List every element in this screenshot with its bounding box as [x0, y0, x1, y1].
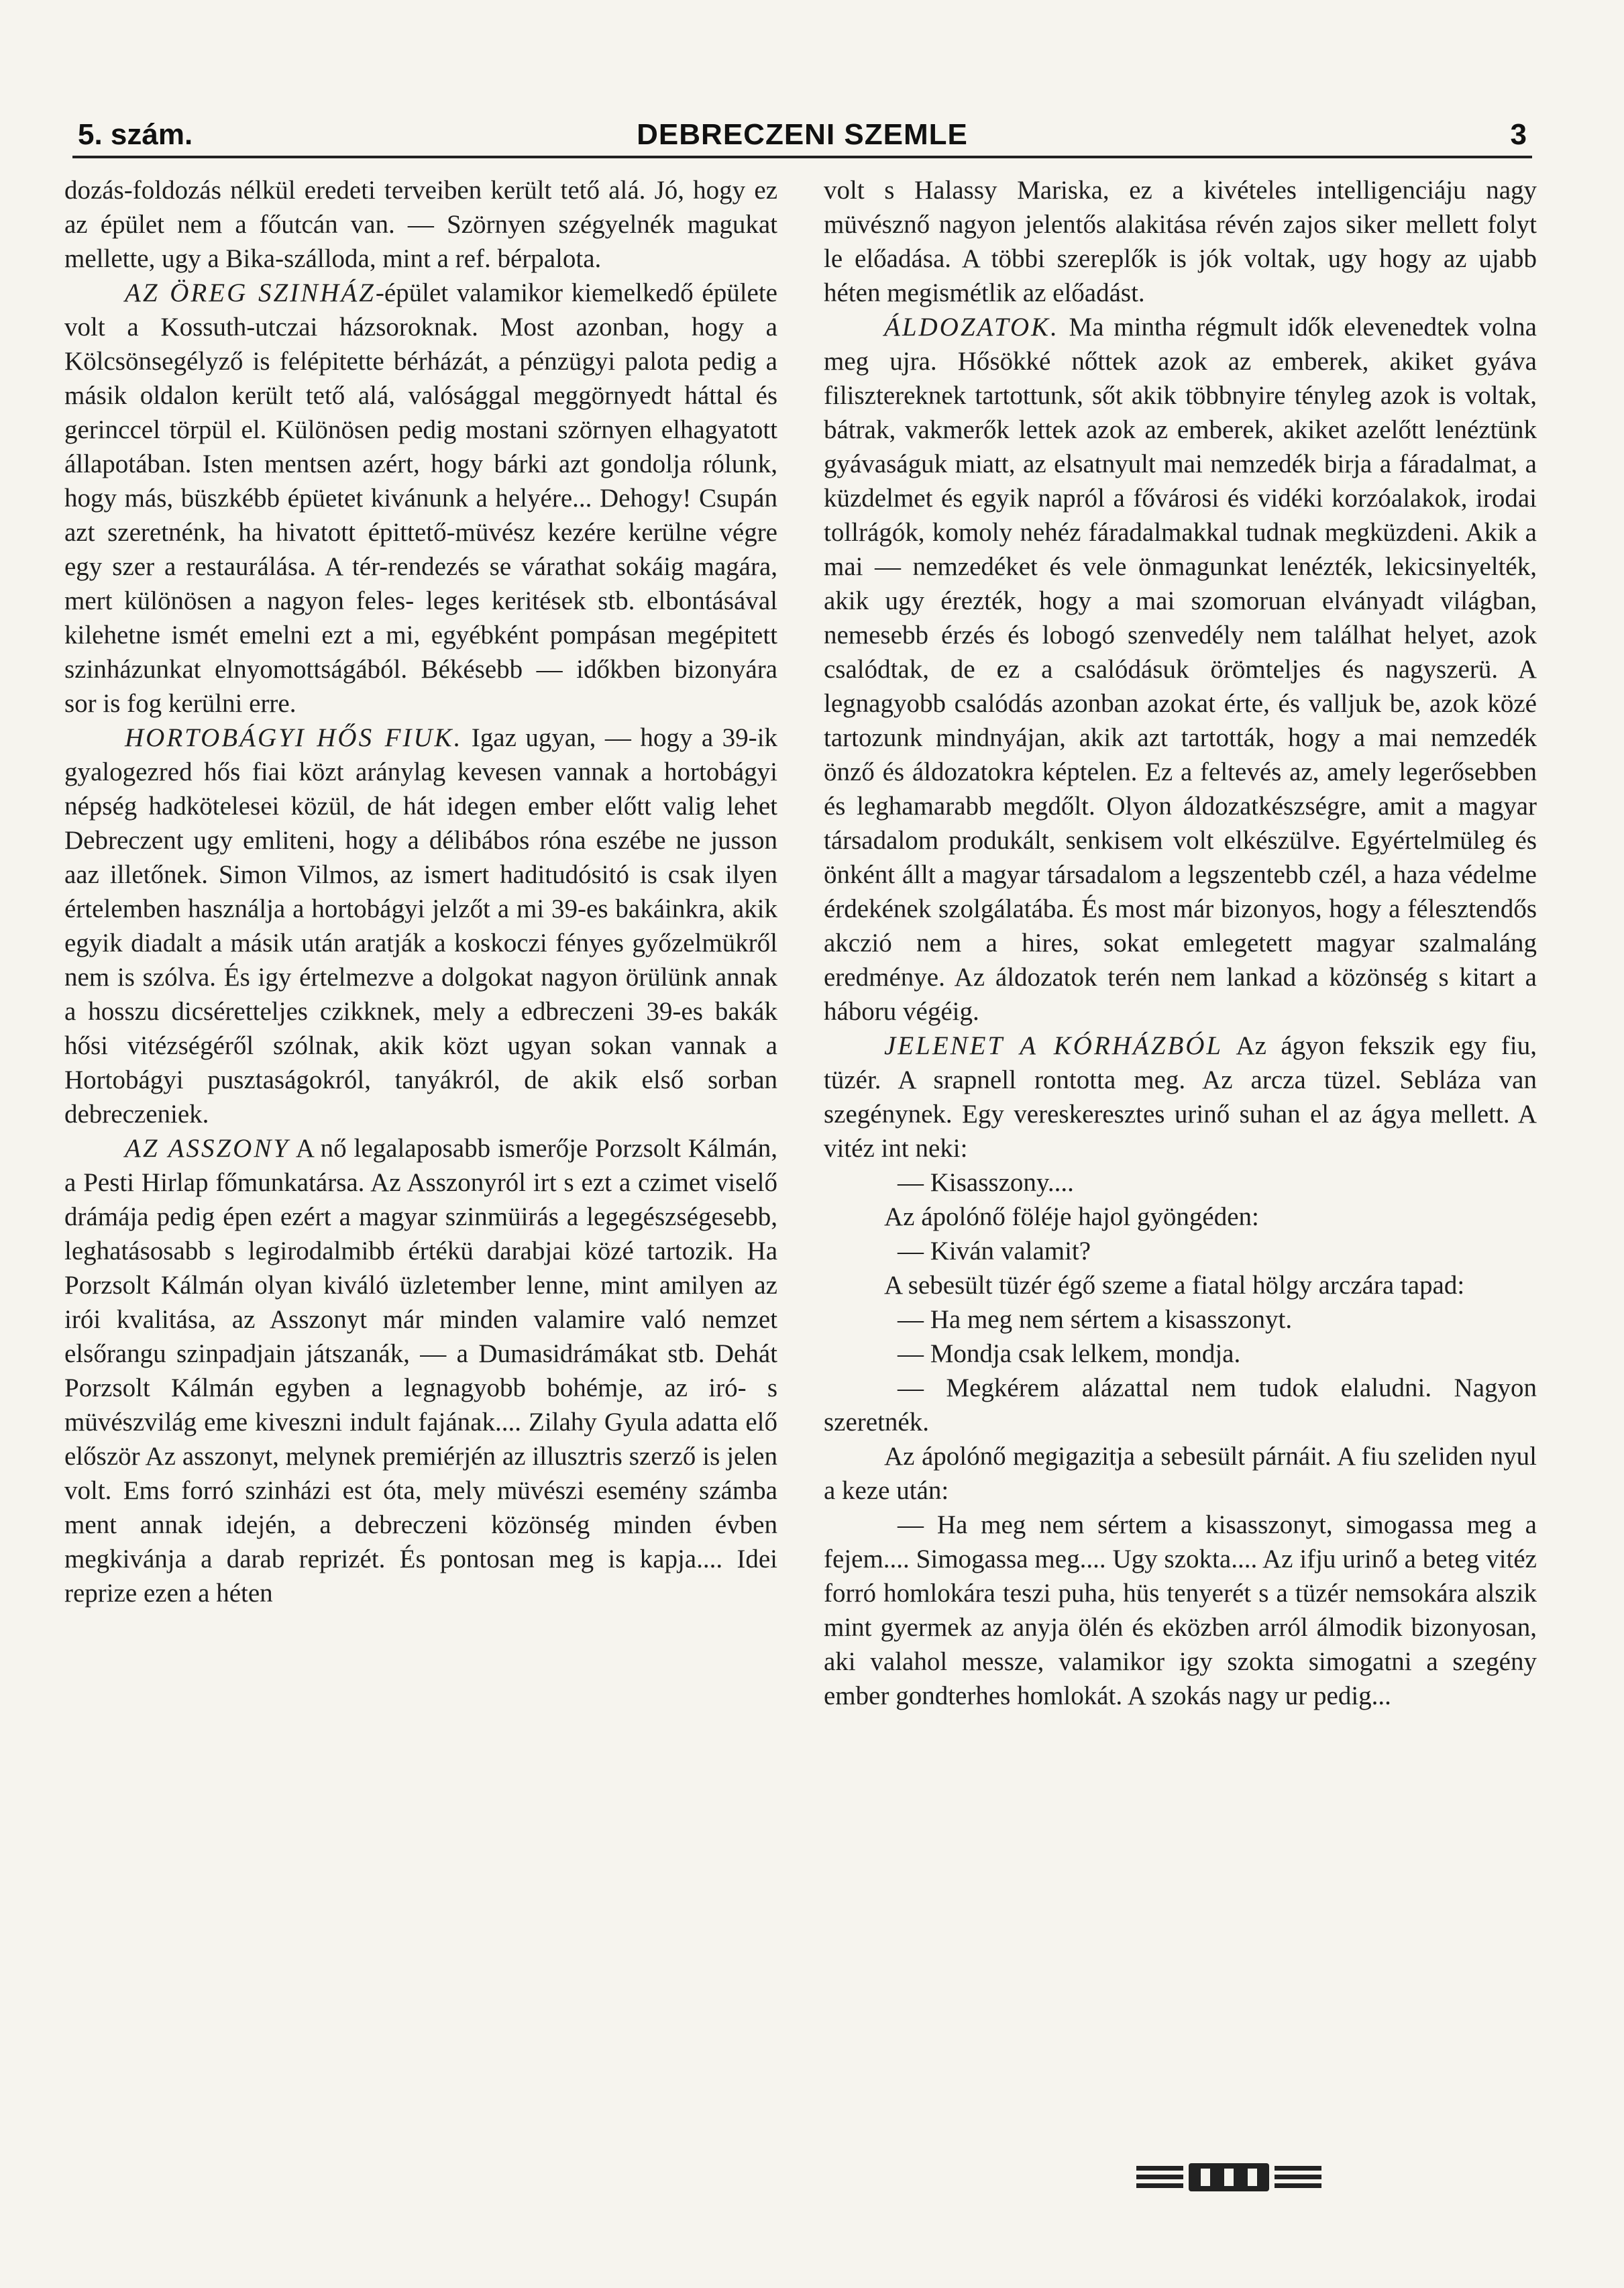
end-ornament-icon	[1136, 2162, 1321, 2193]
paragraph-old-theatre: AZ ÖREG SZINHÁZ-épület valamikor kiemelkedő épülete volt a Kossuth-utczai házsoroknak. Most azonban, hogy a Kölcsönsegélyző is felépitette bérházát, a pénzügyi palota pedig a másik oldalon került tető alá, valósággal meggörnyedt háttal és gerinccel törpül el. Különösen pedig mostani szörnyen elhagyatott állapotában. Isten mentsen azért, hogy bárki azt gondolja rólunk, hogy más, büszkébb épüetet kivánunk a helyére... Dehogy! Csupán azt szeretnénk, ha hivatott épittető-müvész kezére kerülne végre egy szer a restaurálása. A tér-rendezés se várathat sokáig magára, mert különösen a nagyon feles- leges keritések stb. elbontásával kilehetne ismét emelni ezt a mi, egyébként pompásan megépitett szinházunkat elnyomottságából. Békésebb — időkben bizonyára sor is fog kerülni erre.	[64, 278, 777, 718]
paragraph-hortobagy-heroes: HORTOBÁGYI HŐS FIUK. Igaz ugyan, — hogy a 39-ik gyalogezred hős fiai közt aránylag kevesen vannak a hortobágyi népség hadkötelesei közül, de hát idegen ember előtt valig lehet Debreczent ugy emliteni, hogy a délibábos róna eszébe ne jusson aaz illetőnek. Simon Vilmos, az ismert haditudósitó is csak ilyen értelemben használja a hortobágyi jelzőt a mi 39-es bakáinkra, akik egyik diadalt a másik után aratják a koskoczi fényes győzelmükről nem is szólva. És igy értelmezve a dolgokat nagyon örülünk annak a hosszu dicséretteljes czikknek, mely a edbreczeni 39-es bakák hősi vitézségéről szólnak, akik közt ugyan sokan vannak a Hortobágyi pusztaságokról, tanyákról, de akik első sorban debreczeniek.	[64, 723, 777, 1129]
section-heading: ÁLDOZATOK.	[884, 313, 1059, 342]
dialogue-line: — Ha meg nem sértem a kisasszonyt.	[898, 1305, 1293, 1334]
paragraph-the-woman: AZ ASSZONY A nő legalaposabb ismerője Porzsolt Kálmán, a Pesti Hirlap főmunkatársa. Az Asszonyról irt s ezt a czimet viselő drámája pedig épen ezért a magyar szinmüirás a legegészségesebb, leghatásosabb s legirodalmibb értékü darabjai közé tartozik. Ha Porzsolt Kálmán olyan kiváló üzletember lenne, mint amilyen az irói kvalitása, az Asszonyt már minden valamire való nemzet elsőrangu szinpadjain játszanák, — a Dumasidrámákat stb. Dehát Porzsolt Kálmán egyben a legnagyobb bohémje, az iró- s müvészvilág eme kiveszni indult fajának.... Zilahy Gyula adatta elő először Az asszonyt, melynek premiérjén az illusztris szerző is jelen volt. Ems forró szinházi est óta, mely müvészi esemény számba ment annak idején, a debreczeni közönség minden évben megkivánja a darab reprizét. És pontosan meg is kapja.... Idei reprize ezen a héten	[64, 1134, 777, 1608]
narration-line: A sebesült tüzér égő szeme a fiatal hölgy arczára tapad:	[884, 1271, 1465, 1300]
dialogue-line: — Mondja csak lelkem, mondja.	[898, 1339, 1241, 1368]
paragraph-hospital-scene: JELENET A KÓRHÁZBÓL Az ágyon fekszik egy fiu, tüzér. A srapnell rontotta meg. Az arcza tüzel. Sebláza van szegénynek. Egy vereskeresztes urinő suhan el az ágya mellett. A vitéz int neki:	[824, 1031, 1537, 1163]
masthead-title: DEBRECZENI SZEMLE	[637, 118, 968, 151]
section-heading: AZ ASSZONY	[125, 1134, 290, 1163]
section-heading: JELENET A KÓRHÁZBÓL	[884, 1031, 1224, 1060]
header-rule	[72, 156, 1532, 158]
paragraph-sacrifices: ÁLDOZATOK. Ma mintha régmult idők elevenedtek volna meg ujra. Hősökké nőttek azok az emberek, akiket gyáva filisztereknek tartottunk, sőt akik többnyire tényleg azok is voltak, bátrak, vakmerők lettek azok az emberek, akiket azelőtt lenéztünk gyávaságuk miatt, az elsatnyult mai nemzedék birja a fáradalmat, a küzdelmet és egyik napról a fővárosi és vidéki korzóalakok, irodai tollrágók, komoly nehéz fáradalmakkal tudnak megküzdeni. Akik a mai — nemzedéket és vele önmagunkat lenézték, lekicsinyelték, akik ugy érezték, hogy a mai szomoruan elványadt világban, nemesebb érzés és lobogó szenvedély nem találhat helyet, azok csalódtak, de ez a csalódásuk örömteljes és nagyszerü. A legnagyobb csalódás azonban azokat érte, és valljuk be, azok közé tartozunk mindnyájan, akik azt tartották, hogy a mai nemzedék önző és áldozatokra képtelen. Ez a feltevés az, amely legerősebben és leghamarabb megdőlt. Olyon áldozatkészségre, amit a magyar társadalom produkált, senkisem volt elkészülve. Egyértelmüleg és önként állt a magyar társadalom a legszentebb czél, a haza védelme érdekének szolgálatába. És most már bizonyos, hogy a félesztendős akczió nem a hires, sokat emlegetett magyar szalmaláng eredménye. Az áldozatok terén nem lankad a közönség s kitart a háboru végéig.	[824, 313, 1537, 1026]
paragraph-continuation: volt s Halassy Mariska, ez a kivételes intelligenciáju nagy müvésznő nagyon jelentős alakitása révén zajos siker mellett folyt le előadása. A többi szereplők is jók voltak, ugy hogy az ujabb héten megismétlik az előadást.	[824, 176, 1537, 307]
dialogue-line: — Kiván valamit?	[898, 1237, 1091, 1265]
paragraph-continuation: dozás-foldozás nélkül eredeti terveiben került tető alá. Jó, hogy ez az épület nem a főutcán van. — Szörnyen szégyelnék magukat mellette, ugy a Bika-szálloda, mint a ref. bérpalota.	[64, 176, 777, 273]
dialogue-line: — Ha meg nem sértem a kisasszonyt, simogassa meg a fejem.... Simogassa meg.... Ugy szokta.... Az ifju urinő a beteg vitéz forró homlokára teszi puha, hüs tenyerét s a tüzér nemsokára alszik mint gyermek az anyja ölén és eközben arról álmodik bizonyosan, aki valahol messze, valamikor igy szokta simogatni a szegény ember gondterhes homlokát. A szokás nagy ur pedig...	[824, 1510, 1537, 1710]
narration-line: Az ápolónő föléje hajol gyöngéden:	[884, 1202, 1259, 1231]
left-column	[64, 173, 777, 1610]
narration-line: Az ápolónő megigazitja a sebesült párnáit. A fiu szeliden nyul a keze után:	[824, 1442, 1537, 1505]
section-heading: AZ ÖREG SZINHÁZ	[125, 278, 376, 307]
dialogue-line: — Megkérem alázattal nem tudok elaludni. Nagyon szeretnék.	[824, 1373, 1537, 1437]
section-heading: HORTOBÁGYI HŐS FIUK.	[125, 723, 463, 752]
dialogue-line: — Kisasszony....	[898, 1168, 1074, 1197]
issue-number: 5. szám.	[78, 118, 193, 151]
right-column	[824, 173, 1537, 1713]
page-number: 3	[1510, 118, 1527, 151]
page-header	[78, 114, 1527, 156]
